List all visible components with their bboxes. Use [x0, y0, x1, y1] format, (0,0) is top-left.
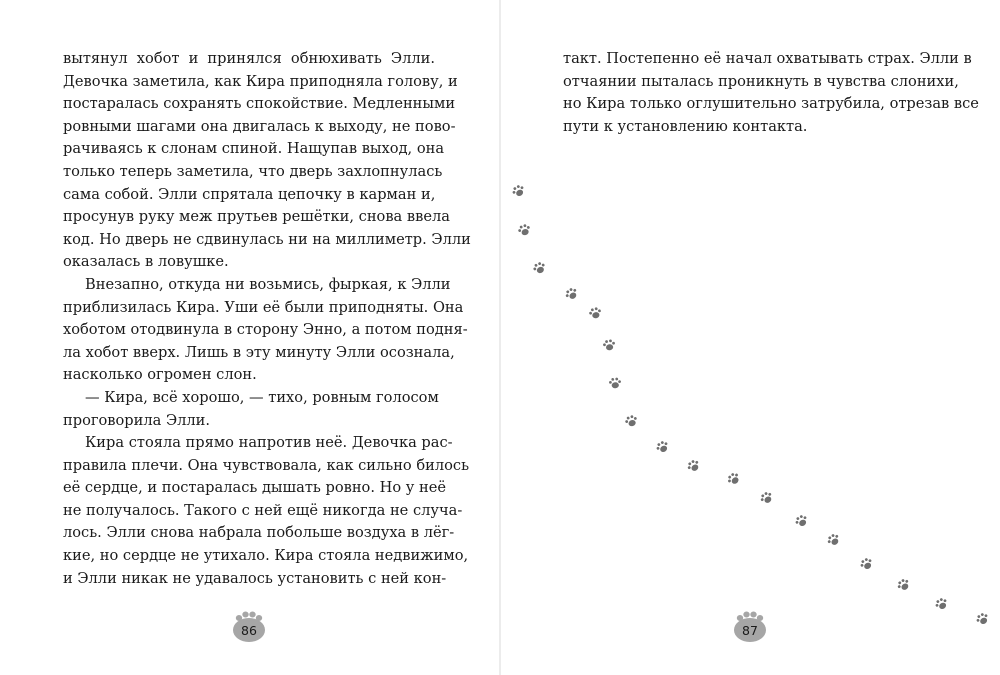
text-line: не получалось. Такого с ней ещё никогда не случа- [63, 501, 463, 519]
text-line: насколько огромен слон. [63, 366, 257, 384]
text-line: отчаянии пыталась проникнуть в чувства слонихи, [563, 72, 959, 90]
page-number-badge [231, 610, 267, 646]
text-line: её сердце, и постаралась дышать ровно. Но у неё [63, 479, 446, 497]
text-line: постаралась сохранять спокойствие. Медленными [63, 95, 456, 113]
text-line: правила плечи. Она чувствовала, как сильно билось [63, 456, 470, 474]
right-page [500, 0, 1000, 675]
text-line: только теперь заметила, что дверь захлопнулась [63, 162, 443, 180]
text-line: и Элли никак не удавалось установить с ней кон- [63, 569, 447, 587]
text-line: лось. Элли снова набрала побольше воздуха в лёг- [63, 524, 455, 542]
right-page-text [563, 48, 979, 138]
page-number-badge [732, 610, 768, 646]
text-line: кие, но сердце не утихало. Кира стояла недвижимо, [63, 547, 469, 565]
text-line: пути к установлению контакта. [563, 117, 808, 135]
text-line: ровными шагами она двигалась к выходу, не пово- [63, 117, 456, 135]
text-line: сама собой. Элли спрятала цепочку в карман и, [63, 185, 436, 203]
text-line: хоботом отодвинула в сторону Энно, а потом подня- [63, 321, 468, 339]
text-line: Кира стояла прямо напротив неё. Девочка рас- [85, 434, 453, 452]
text-line: но Кира только оглушительно затрубила, отрезав все [563, 95, 979, 113]
text-line: ла хобот вверх. Лишь в эту минуту Элли осознала, [63, 343, 455, 361]
text-line: вытянул хобот и принялся обнюхивать Элли. [63, 50, 435, 67]
text-line: — Кира, всё хорошо, — тихо, ровным голосом [85, 388, 439, 406]
text-line: рачиваясь к слонам спиной. Нащупав выход, она [63, 140, 445, 158]
text-line: проговорила Элли. [63, 411, 211, 429]
text-line: Внезапно, откуда ни возьмись, фыркая, к Элли [85, 275, 451, 293]
text-line: просунув руку меж прутьев решётки, снова ввела [63, 208, 450, 226]
page-number: 86 [233, 618, 265, 642]
text-line: такт. Постепенно её начал охватывать страх. Элли в [563, 50, 972, 67]
page-number: 87 [734, 618, 766, 642]
text-line: код. Но дверь не сдвинулась ни на миллиметр. Элли [63, 230, 471, 248]
text-line: приблизилась Кира. Уши её были приподняты. Она [63, 298, 464, 316]
text-line: Девочка заметила, как Кира приподняла голову, и [63, 72, 458, 90]
text-line: оказалась в ловушке. [63, 253, 229, 271]
left-page-text [63, 48, 471, 590]
